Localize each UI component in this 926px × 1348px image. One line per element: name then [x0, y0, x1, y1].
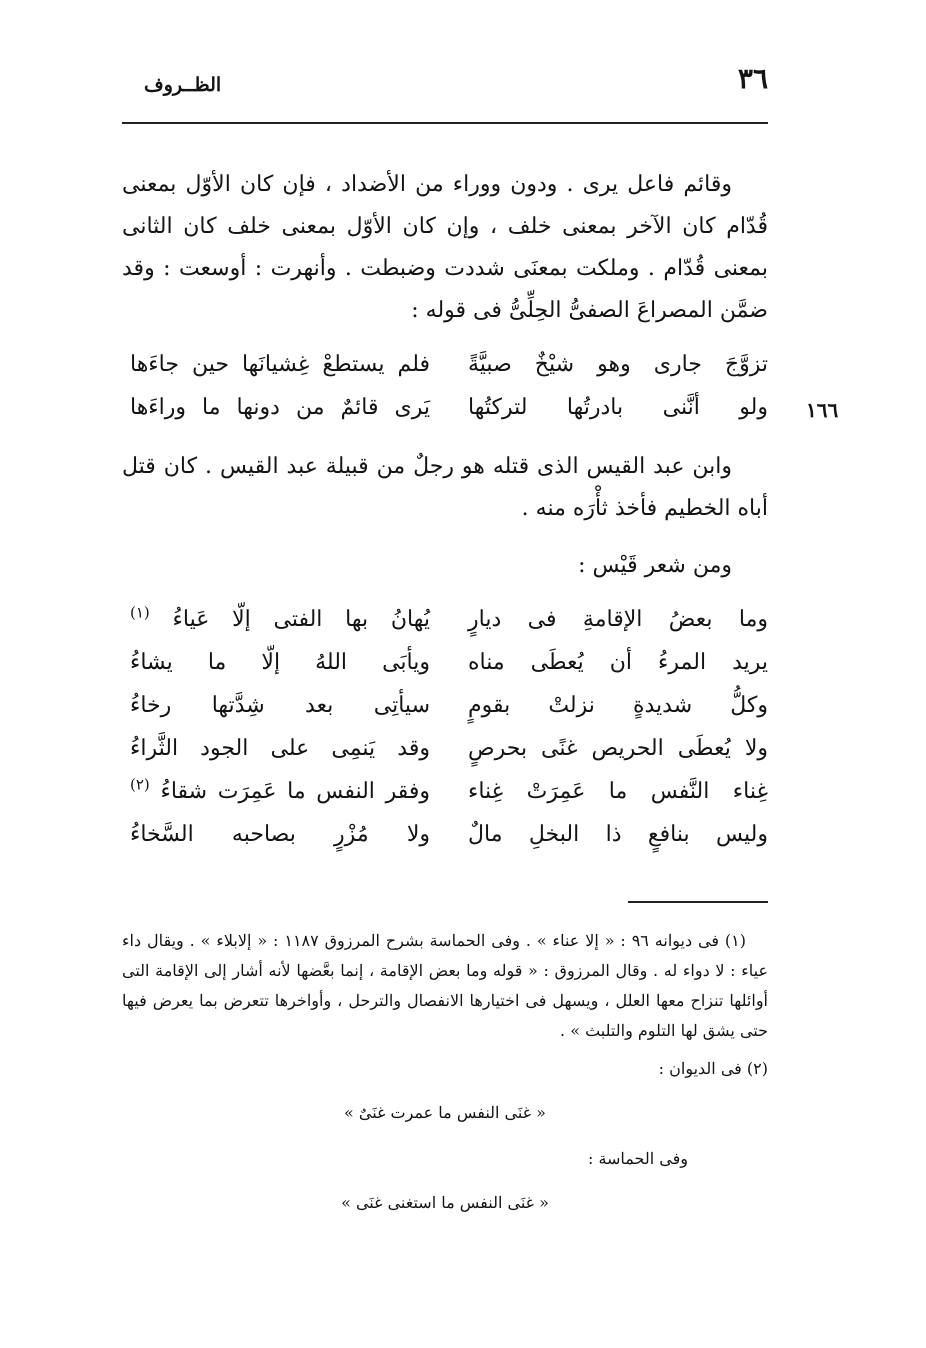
verse-second-hemistich: ويأبَى اللهُ إلّا ما يشاءُ — [130, 650, 430, 675]
footnote-1: (١) فى ديوانه ٩٦ : « إلا عناء » . وفى الحماسة بشرح المرزوق ١١٨٧ : « إلابلاء » . ويقال داء عياء : لا دواء له . وقال المرزوق : « قوله وما بعض الإقامة ، إنما بعَّضها لأنه أشار إلى الإقامة التى أوائلها تنزاح معها العلل ، ويسهل فى اختيارها الانفصال والترحل ، وأواخرها تتعرض بما يعرض فيها حتى يشق لها التلوم والتلبث » . — [122, 931, 768, 1040]
margin-reference-number: ١٦٦ — [806, 398, 839, 422]
verse-first-hemistich: ولا يُعطَى الحريص غنًى بحرصٍ — [468, 736, 768, 761]
verse-first-hemistich: وليس بنافعٍ ذا البخلِ مالٌ — [468, 822, 768, 847]
verse-first-hemistich: غِناء النَّفس ما عَمِرَتْ غِناء — [468, 779, 768, 804]
verse-second-hemistich: ولا مُزْرٍ بصاحبه السَّخاءُ — [130, 822, 430, 847]
verse-text: يُهانُ بها الفتى إلّا عَياءُ — [172, 607, 430, 632]
poem-1 — [122, 345, 768, 431]
footnote-2-intro: (٢) فى الديوان : — [658, 1059, 768, 1078]
page-number: ٣٦ — [737, 62, 768, 95]
poem-2 — [122, 600, 768, 858]
paragraph-1: وقائم فاعل يرى . ودون ووراء من الأضداد ، فإن كان الأوّل بمعنى قُدّام كان الآخر بمعنى خلف ، وإن كان الأوّل بمعنى خلف كان الثانى بمعنى قُدّام . وملكت بمعنَى شددت وضبطت . وأنهرت : أوسعت : وقد ضمَّن المصراعَ الصفىُّ الحِلِّىُّ فى قوله : — [122, 172, 768, 323]
footnote-2-label-2: وفى الحماسة : — [587, 1149, 688, 1168]
verse-first-hemistich: وكلُّ شديدةٍ نزلتْ بقومٍ — [468, 693, 768, 718]
header-rule — [122, 122, 768, 124]
verse-second-hemistich — [130, 772, 430, 812]
verse — [122, 815, 768, 858]
verse-second-hemistich: وقد يَنمِى على الجود الثَّراءُ — [130, 736, 430, 761]
verse-second-hemistich: يَرى قائمٌ من دونها ما وراءَها — [130, 395, 430, 420]
running-head — [122, 62, 768, 112]
footnote-2-quote-2: « غنَى النفس ما استغنى غنَى » — [341, 1193, 549, 1212]
footnote-marker-2: (٢) — [130, 775, 150, 794]
verse-first-hemistich: وما بعضُ الإقامةِ فى ديارٍ — [468, 607, 768, 632]
verse — [122, 729, 768, 772]
verse-second-hemistich: فلم يستطعْ غِشيانَها حين جاءَها — [130, 352, 430, 377]
verse-text: وفقر النفس ما عَمِرَت شقاءُ — [160, 779, 430, 804]
paragraph-2: وابن عبد القيس الذى قتله هو رجلٌ من قبيلة عبد القيس . كان قتل أباه الخطيم فأخذ ثأْرَه منه . — [122, 454, 768, 521]
footnote-rule — [628, 901, 768, 903]
verse — [122, 388, 768, 431]
verse-first-hemistich: تزوَّجَ جارى وهو شيْخٌ صبيَّةً — [468, 352, 768, 377]
verse-first-hemistich: يريد المرءُ أن يُعطَى مناه — [468, 650, 768, 675]
verse — [122, 643, 768, 686]
footnote-marker-1: (١) — [130, 603, 150, 622]
verse — [122, 686, 768, 729]
verse-first-hemistich: ولو أنَّنى بادرتُها لتركتُها — [468, 395, 768, 420]
chapter-title: الظــروف — [144, 74, 222, 96]
verse — [122, 345, 768, 388]
verse — [122, 772, 768, 815]
footnote-2-quote-1: « غنَى النفس ما عمرت غنَىٌ » — [344, 1103, 546, 1122]
verse — [122, 600, 768, 643]
paragraph-3: ومن شعر قَيْس : — [578, 553, 732, 578]
verse-second-hemistich: سيأتِى بعد شِدَّتها رخاءُ — [130, 693, 430, 718]
verse-second-hemistich — [130, 600, 430, 640]
footnotes — [122, 926, 768, 1234]
